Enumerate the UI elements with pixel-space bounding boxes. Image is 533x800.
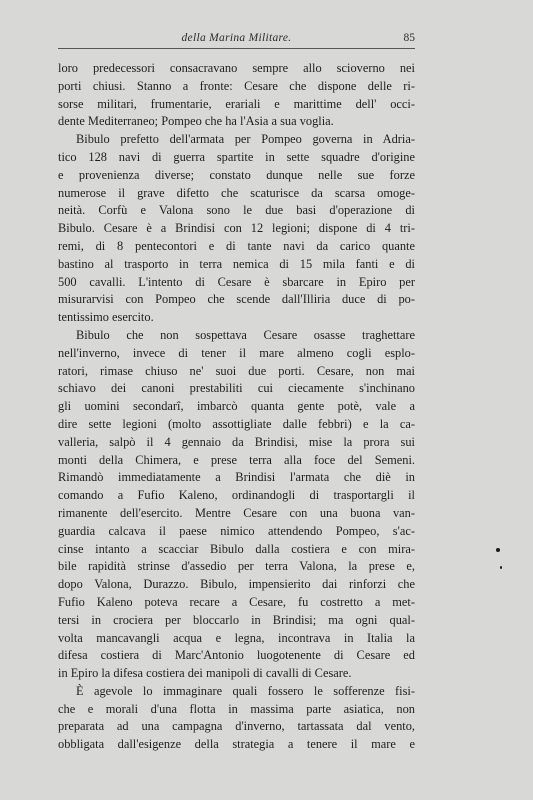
text-line: ratori, rimase chiuso ne' suoi due porti. Cesare, non mai (58, 363, 415, 378)
ink-speck (496, 548, 500, 552)
running-title: della Marina Militare. (181, 32, 292, 44)
text-line: numerose il grave difetto che scaturisce da scarsa omoge- (58, 185, 415, 200)
text-line: porti chiusi. Stanno a fronte: Cesare che dispone delle ri- (58, 78, 415, 93)
text-line: sorse militari, frumentarie, erariali e marittime dell' occi- (58, 96, 415, 111)
text-line: Rimandò immediatamente a Brindisi l'armata che diè in (58, 470, 415, 485)
text-line: tersi in crociera per bloccarlo in Brindisi; ma ogni qual- (58, 612, 415, 627)
text-line: monti della Chimera, e prese terra alla foce del Semeni. (58, 452, 415, 467)
text-line: dopo Valona, Durazzo. Bibulo, impensierito dai rinforzi che (58, 577, 415, 592)
text-line: Bibulo prefetto dell'armata per Pompeo governa in Adria- (76, 132, 415, 147)
text-line: e provenienza diverse; constato dunque nelle sue forze (58, 167, 415, 182)
body-text (58, 60, 415, 754)
text-line: cinse intanto a scacciar Bibulo dalla costiera e con mira- (58, 541, 415, 556)
text-line: bastino al trasporto in terra nemica di 15 mila fanti e di (58, 256, 415, 271)
paragraph (58, 60, 415, 131)
text-line: rimanente dell'esercito. Mentre Cesare con una buona van- (58, 505, 415, 520)
text-line: schiavo dei canoni prestabiliti cui ciecamente s'inchinano (58, 381, 415, 396)
text-line: comando a Fufio Kaleno, ordinandogli di trasportargli il (58, 488, 415, 503)
text-line: guardia calcava il paese nimico attendendo Pompeo, s'ac- (58, 523, 415, 538)
paragraph (58, 327, 415, 683)
text-line: volta mancavangli acqua e legna, incontrava in Italia la (58, 630, 415, 645)
text-line: tico 128 navi di guerra spartite in sette squadre d'origine (58, 149, 415, 164)
text-line: dire sette legioni (molto assottigliate dalle febbri) e la ca- (58, 416, 415, 431)
text-line: difesa costiera di Marc'Antonio luogotenente di Cesare ed (58, 648, 415, 663)
text-line: 500 cavalli. L'intento di Cesare è sbarcare in Epiro per (58, 274, 415, 289)
text-line: neità. Corfù e Valona sono le due basi d'operazione di (58, 203, 415, 218)
text-line: È agevole lo immaginare quali fossero le sofferenze fisi- (76, 683, 415, 698)
text-line: dente Mediterraneo; Pompeo che ha l'Asia a sua voglia. (58, 114, 334, 129)
text-line: Fufio Kaleno poteva recare a Cesare, fu costretto a met- (58, 594, 415, 609)
ink-speck (500, 566, 502, 569)
paragraph (58, 131, 415, 327)
text-line: loro predecessori consacravano sempre allo scioverno nei (58, 61, 415, 75)
text-line: valleria, salpò il 4 gennaio da Brindisi, mise la prora sui (58, 434, 415, 449)
text-line: tentissimo esercito. (58, 310, 154, 325)
text-line: misurarvisi con Pompeo che scende dall'Illiria duce di po- (58, 292, 415, 307)
text-line: obbligata dall'esigenze della strategia a tenere il mare e (58, 737, 415, 752)
text-line: preparata ad una campagna d'inverno, tartassata dal vento, (58, 719, 415, 734)
page-header (58, 28, 415, 49)
text-line: Bibulo. Cesare è a Brindisi con 12 legioni; dispone di 4 tri- (58, 221, 415, 236)
text-line: gli uomini secondarî, imbarcò quanta gente potè, vale a (58, 399, 415, 414)
page-number: 85 (403, 32, 415, 44)
text-line: remi, di 8 pentecontori e di tante navi da carico quante (58, 238, 415, 253)
paragraph (58, 683, 415, 754)
text-line: bile rapidità strinse d'assedio per terra Valona, la prese e, (58, 559, 415, 574)
text-line: Bibulo che non sospettava Cesare osasse traghettare (76, 327, 415, 342)
text-line: che e morali d'una flotta in massima parte asiatica, non (58, 701, 415, 716)
text-line: in Epiro la difesa costiera dei manipoli di cavalli di Cesare. (58, 666, 352, 681)
text-line: nell'inverno, invece di tener il mare almeno cogli esplo- (58, 345, 415, 360)
